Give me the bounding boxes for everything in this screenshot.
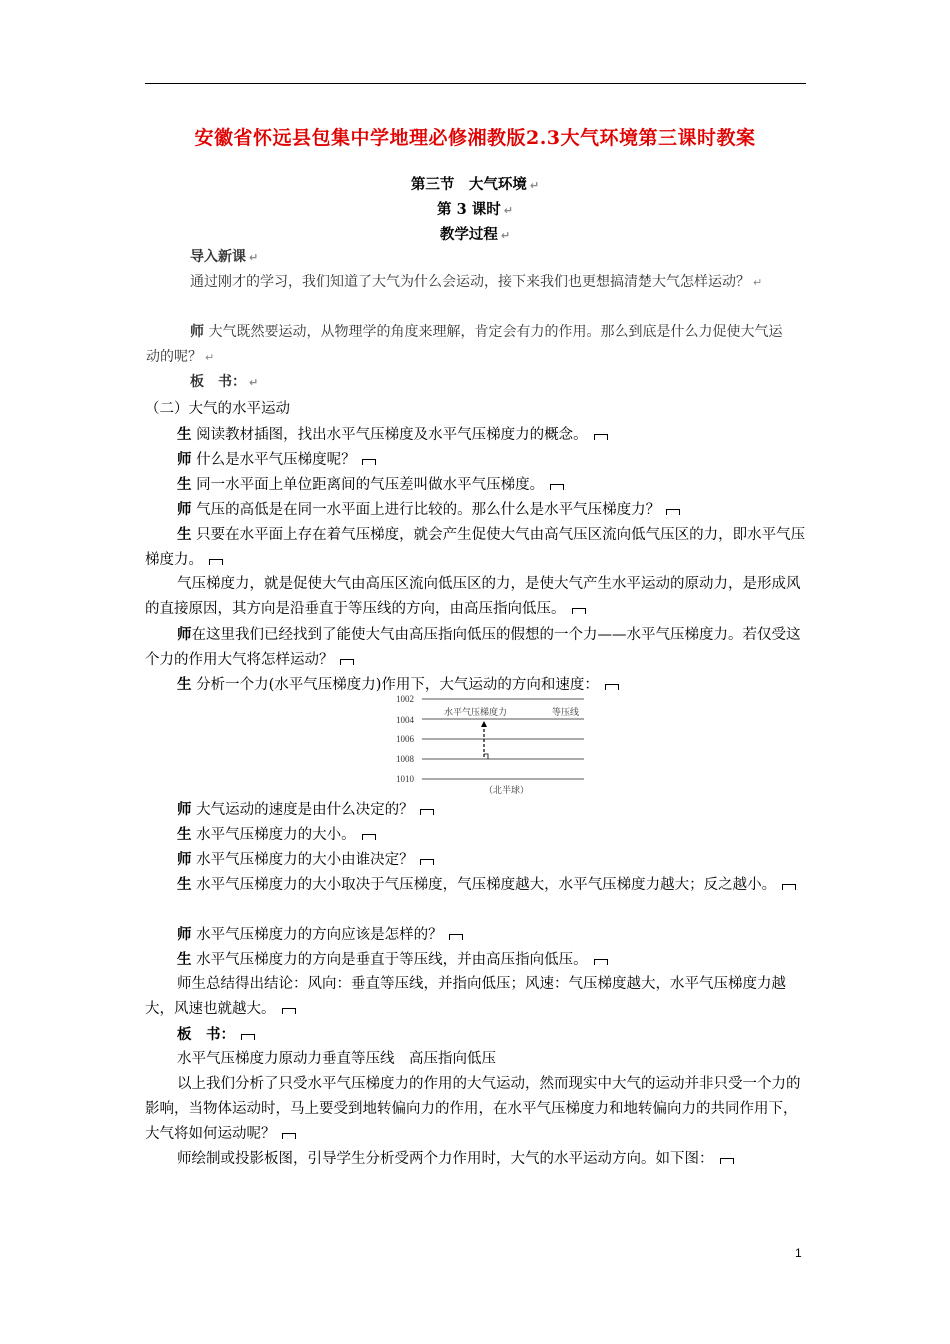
dialog-line-1: 生 阅读教材插图，找出水平气压梯度及水平气压梯度力的概念。	[145, 422, 809, 448]
dialog2-line-2: 生 水平气压梯度力的大小。	[145, 822, 809, 848]
page-number: 1	[795, 1246, 802, 1260]
board-label-2: 板 书：	[145, 1022, 809, 1048]
intro-teacher: 师 大气既然要运动，从物理学的角度来理解，肯定会有力的作用。那么到底是什么力促使大气运动的呢？ ↵	[146, 324, 783, 365]
dialog2-line-6: 生 水平气压梯度力的方向是垂直于等压线，并由高压指向低压。	[145, 947, 809, 973]
board-text: 水平气压梯度力原动力垂直等压线 高压指向低压	[177, 1051, 496, 1067]
dialog2-line-5: 师 水平气压梯度力的方向应该是怎样的？	[145, 922, 809, 948]
paragraph-force: 气压梯度力，就是促使大气由高压区流向低压区的力，是使大气产生水平运动的原动力，是形成风的直接原因，其方向是沿垂直于等压线的方向，由高压指向低压。	[145, 576, 801, 617]
isobar-legend-label: 等压线	[552, 708, 580, 718]
isobar-diagram	[394, 694, 594, 798]
paragraph-draw: 师绘制或投影板图，引导学生分析受两个力作用时，大气的水平运动方向。如下图：	[145, 1147, 809, 1172]
dialog-line-5: 生 只要在水平面上存在着气压梯度，就会产生促使大气由高气压区流向低气压区的力，即水平气压梯度力。	[145, 526, 806, 568]
force-arrowhead	[481, 721, 487, 727]
paragraph-coriolis: 以上我们分析了只受水平气压梯度力的作用的大气运动，然而现实中大气的运动并非只受一个力的影响，当物体运动时，马上要受到地转偏向力的作用，在水平气压梯度力和地转偏向力的共同作用下，大气将如何运动呢？	[145, 1076, 801, 1142]
intro-paragraph: 通过刚才的学习，我们知道了大气为什么会运动，接下来我们也更想搞清楚大气怎样运动？ ↵	[190, 274, 763, 290]
conclusion-paragraph: 师生总结得出结论：风向：垂直等压线，并指向低压；风速：气压梯度越大，水平气压梯度力越大，风速也就越大。	[145, 976, 786, 1017]
dialog-line-2: 师 什么是水平气压梯度呢？	[145, 447, 809, 473]
section-heading: 第三节 大气环境 ↵	[410, 176, 540, 193]
force-label: 水平气压梯度力	[444, 708, 508, 718]
student-analyze: 生 分析一个力(水平气压梯度力)作用下，大气运动的方向和速度：	[145, 672, 809, 698]
subsection-heading: （二）大气的水平运动	[145, 401, 290, 417]
document-title: 安徽省怀远县包集中学地理必修湘教版2.3大气环境第三课时教案	[194, 127, 756, 149]
dialog2-line-3: 师 水平气压梯度力的大小由谁决定？	[145, 847, 809, 873]
intro-heading: 导入新课 ↵	[190, 249, 259, 265]
isobar-label-1010: 1010	[396, 774, 414, 784]
board-label-1: 板 书： ↵	[190, 374, 259, 390]
right-angle-mark	[484, 754, 488, 759]
hemisphere-caption: （北半球）	[484, 786, 530, 796]
isobar-label-1008: 1008	[396, 754, 414, 764]
teacher-found: 师在这里我们已经找到了能使大气由高压指向低压的假想的一个力——水平气压梯度力。若仅受这个力的作用大气将怎样运动？	[145, 626, 801, 668]
isobar-label-1002: 1002	[396, 694, 414, 704]
isobar-label-1006: 1006	[396, 734, 414, 744]
dialog2-line-4: 生 水平气压梯度力的大小取决于气压梯度，气压梯度越大，水平气压梯度力越大；反之越小。	[145, 872, 809, 898]
isobar-label-1004: 1004	[396, 715, 414, 725]
process-heading: 教学过程 ↵	[439, 226, 511, 243]
dialog-line-4: 师 气压的高低是在同一水平面上进行比较的。那么什么是水平气压梯度力？	[145, 497, 809, 523]
lesson-heading: 第 3 课时 ↵	[437, 201, 513, 218]
top-rule	[145, 83, 806, 84]
dialog-line-3: 生 同一水平面上单位距离间的气压差叫做水平气压梯度。	[145, 472, 809, 498]
dialog2-line-1: 师 大气运动的速度是由什么决定的？	[145, 797, 809, 823]
